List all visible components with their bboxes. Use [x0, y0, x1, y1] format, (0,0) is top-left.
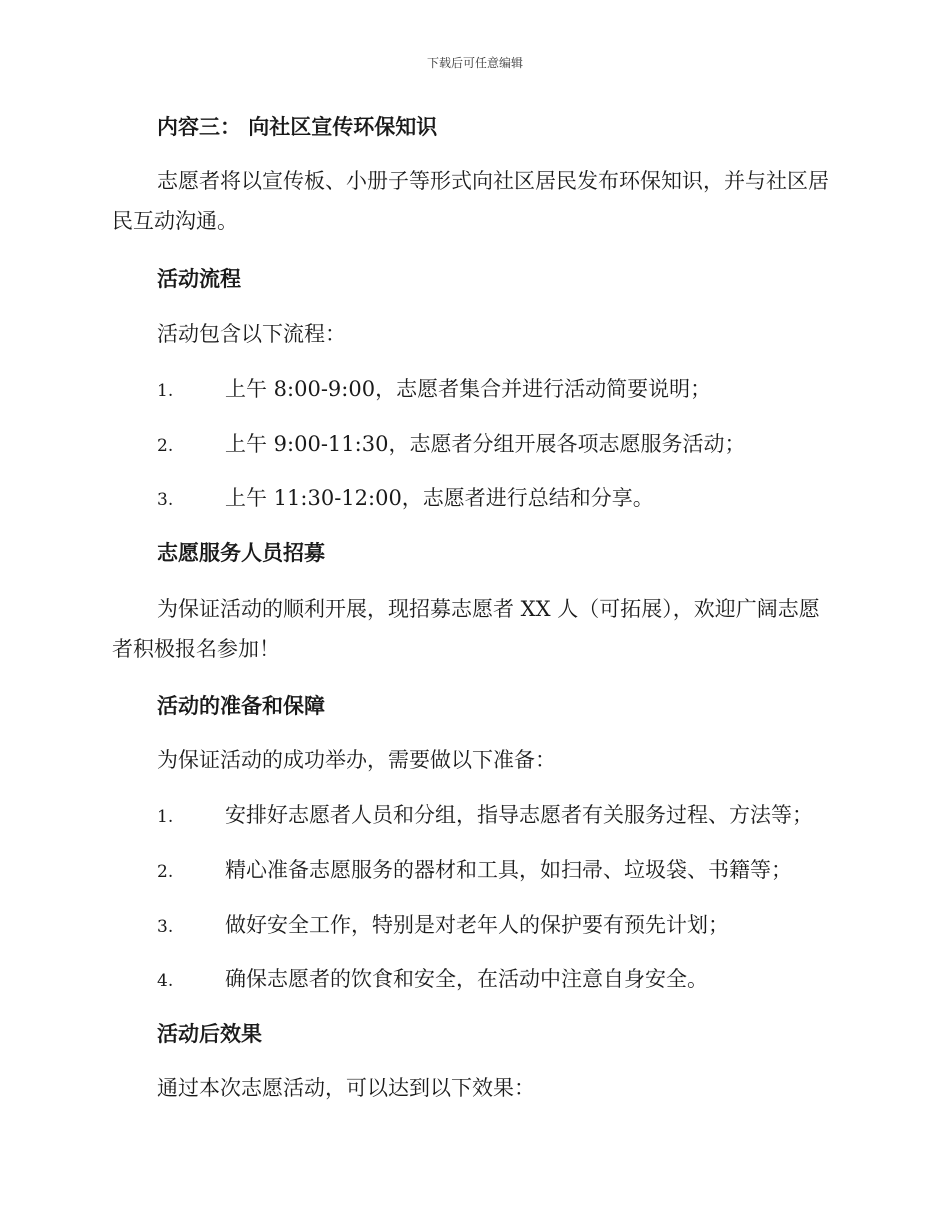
- list-text: 安排好志愿者人员和分组，指导志愿者有关服务过程、方法等；: [225, 803, 813, 827]
- list-text: 上午 9:00-11:30，志愿者分组开展各项志愿服务活动；: [225, 432, 746, 456]
- list-text: 做好安全工作，特别是对老年人的保护要有预先计划；: [225, 913, 729, 937]
- process-item-3: [157, 481, 857, 517]
- prep-item-4: [157, 962, 857, 998]
- prep-item-1: [157, 798, 857, 834]
- list-number: 2.: [157, 862, 174, 882]
- list-number: 2.: [157, 436, 174, 456]
- list-number: 4.: [157, 971, 174, 991]
- process-item-1: [157, 372, 857, 408]
- list-text: 确保志愿者的饮食和安全，在活动中注意自身安全。: [225, 967, 708, 991]
- process-item-2: [157, 427, 857, 463]
- list-number: 1.: [157, 381, 174, 401]
- process-title: 活动流程: [157, 266, 241, 291]
- process-intro: 活动包含以下流程：: [157, 322, 346, 346]
- list-text: 上午 8:00-9:00，志愿者集合并进行活动简要说明；: [225, 377, 712, 401]
- recruit-body: 为保证活动的顺利开展，现招募志愿者 XX 人（可拓展），欢迎广阔志愿者积极报名参加！: [112, 597, 820, 661]
- list-text: 精心准备志愿服务的器材和工具，如扫帚、垃圾袋、书籍等；: [225, 858, 792, 882]
- prep-item-3: [157, 908, 857, 944]
- section3-body: 志愿者将以宣传板、小册子等形式向社区居民发布环保知识，并与社区居民互动沟通。: [112, 169, 829, 233]
- list-number: 3.: [157, 917, 174, 937]
- recruit-title: 志愿服务人员招募: [157, 540, 325, 565]
- effect-title: 活动后效果: [157, 1021, 262, 1046]
- header-note: 下载后可任意编辑: [426, 56, 523, 70]
- effect-intro: 通过本次志愿活动，可以达到以下效果：: [157, 1076, 535, 1100]
- prep-title: 活动的准备和保障: [157, 693, 325, 718]
- list-text: 上午 11:30-12:00，志愿者进行总结和分享。: [225, 486, 654, 510]
- section3-title: 内容三： 向社区宣传环保知识: [157, 114, 438, 139]
- prep-item-2: [157, 853, 857, 889]
- prep-intro: 为保证活动的成功举办，需要做以下准备：: [157, 748, 556, 772]
- list-number: 1.: [157, 807, 174, 827]
- list-number: 3.: [157, 490, 174, 510]
